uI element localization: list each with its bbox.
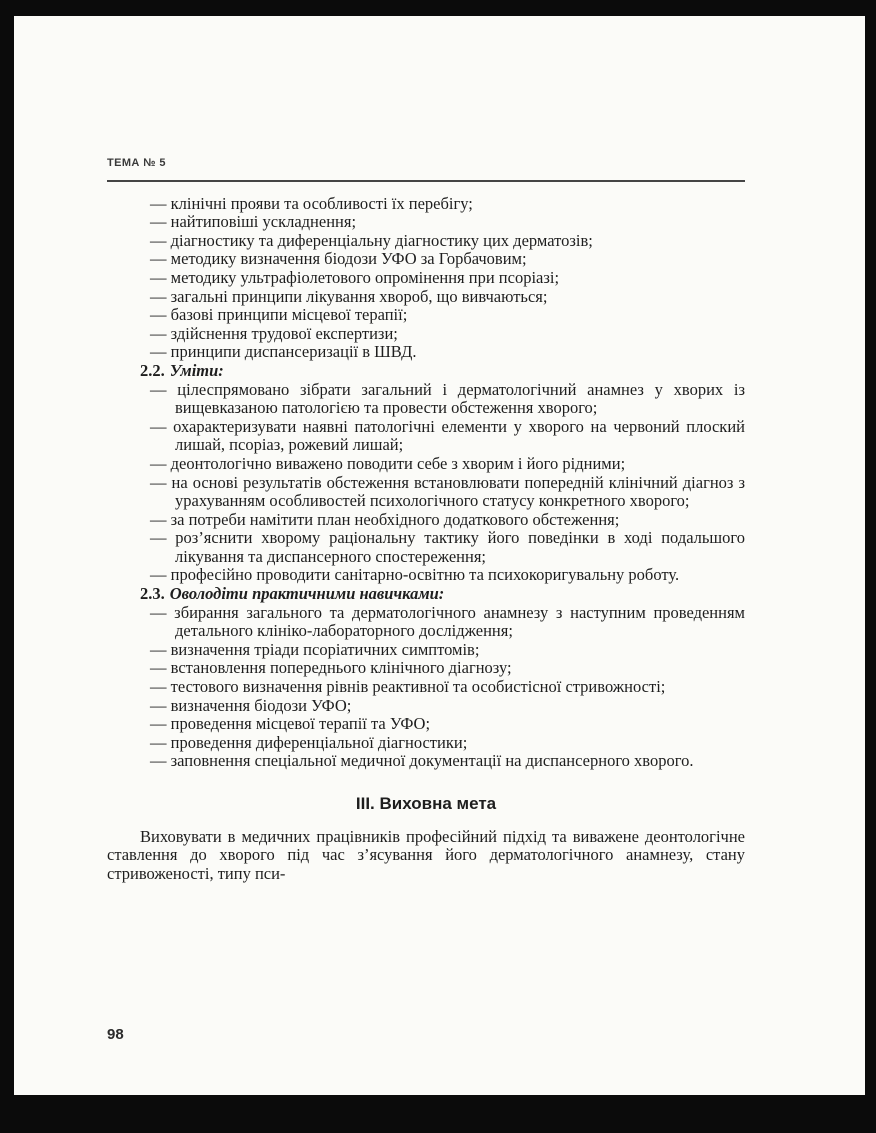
- list-item: — професійно проводити санітарно-освітню та психокоригувальну роботу.: [150, 565, 680, 585]
- list-item: — охарактеризувати наявні патологічні елементи у хворого на червоний плоский лишай, псоріаз, рожевий лишай;: [150, 416, 745, 455]
- list-item: — роз’яснити хворому раціональну тактику його поведінки в ході подальшого лікування та диспансерного спостереження;: [150, 528, 745, 566]
- list-item: — деонтологічно виважено поводити себе з хворим і його рідними;: [150, 453, 626, 473]
- list-item: — визначення біодози УФО;: [150, 695, 352, 715]
- scanned-page: [14, 16, 865, 1095]
- list-item: — збирання загального та дерматологічного анамнезу з наступним проведенням детального клініко-лабораторного дослідження;: [150, 602, 745, 641]
- list-item: — цілеспрямовано зібрати загальний і дерматологічний анамнез у хворих із вищевказаною патологією та провести обстеження хворого;: [150, 379, 745, 418]
- page-content: [14, 16, 865, 883]
- list-item: — проведення диференціальної діагностики;: [150, 732, 468, 752]
- list-item: — методику визначення біодози УФО за Горбачовим;: [150, 249, 527, 269]
- body-paragraph: Виховувати в медичних працівників професійний підхід та виважене деонтологічне ставлення до хворого під час з’ясування його дерматологічного анамнезу, стану стривоженості, типу пси-: [107, 826, 745, 883]
- list-item: — встановлення попереднього клінічного діагнозу;: [150, 658, 512, 678]
- section-number: 2.2.: [140, 360, 165, 380]
- list-item: — методику ультрафіолетового опромінення при псоріазі;: [150, 267, 560, 287]
- section-number: 2.3.: [140, 584, 165, 604]
- list-item: — клінічні прояви та особливості їх перебігу;: [150, 193, 473, 213]
- page-number: 98: [107, 1026, 124, 1043]
- know-list: [107, 195, 745, 362]
- list-item: — базові принципи місцевої терапії;: [150, 305, 408, 325]
- list-item: — проведення місцевої терапії та УФО;: [150, 714, 431, 734]
- section-heading-2-3: [140, 585, 745, 604]
- chapter-heading: III. Виховна мета: [355, 794, 497, 813]
- list-item: — здійснення трудової експертизи;: [150, 323, 398, 343]
- header-rule: [107, 180, 745, 182]
- list-item: — заповнення спеціальної медичної документації на диспансерного хворого.: [150, 751, 694, 771]
- list-item: — на основі результатів обстеження встановлювати попередній клінічний діагноз з урахуванням особливостей психологічного статусу конкретного хворого;: [150, 472, 745, 511]
- list-item: — загальні принципи лікування хвороб, що вивчаються;: [150, 286, 548, 306]
- practice-list: [107, 604, 745, 771]
- running-header: ТЕМА № 5: [107, 157, 166, 169]
- list-item: — визначення тріади псоріатичних симптомів;: [150, 639, 480, 659]
- skills-list: [107, 381, 745, 586]
- section-heading-2-2: [140, 362, 745, 381]
- list-item: — принципи диспансеризації в ШВД.: [150, 342, 417, 362]
- section-title: Уміти:: [169, 360, 224, 380]
- list-item: — за потреби намітити план необхідного додаткового обстеження;: [150, 509, 620, 529]
- list-item: — діагностику та диференціальну діагностику цих дерматозів;: [150, 230, 593, 250]
- list-item: — тестового визначення рівнів реактивної та особистісної стривожності;: [150, 677, 666, 697]
- list-item: — найтиповіші ускладнення;: [150, 212, 357, 232]
- section-title: Оволодіти практичними навичками:: [169, 584, 445, 604]
